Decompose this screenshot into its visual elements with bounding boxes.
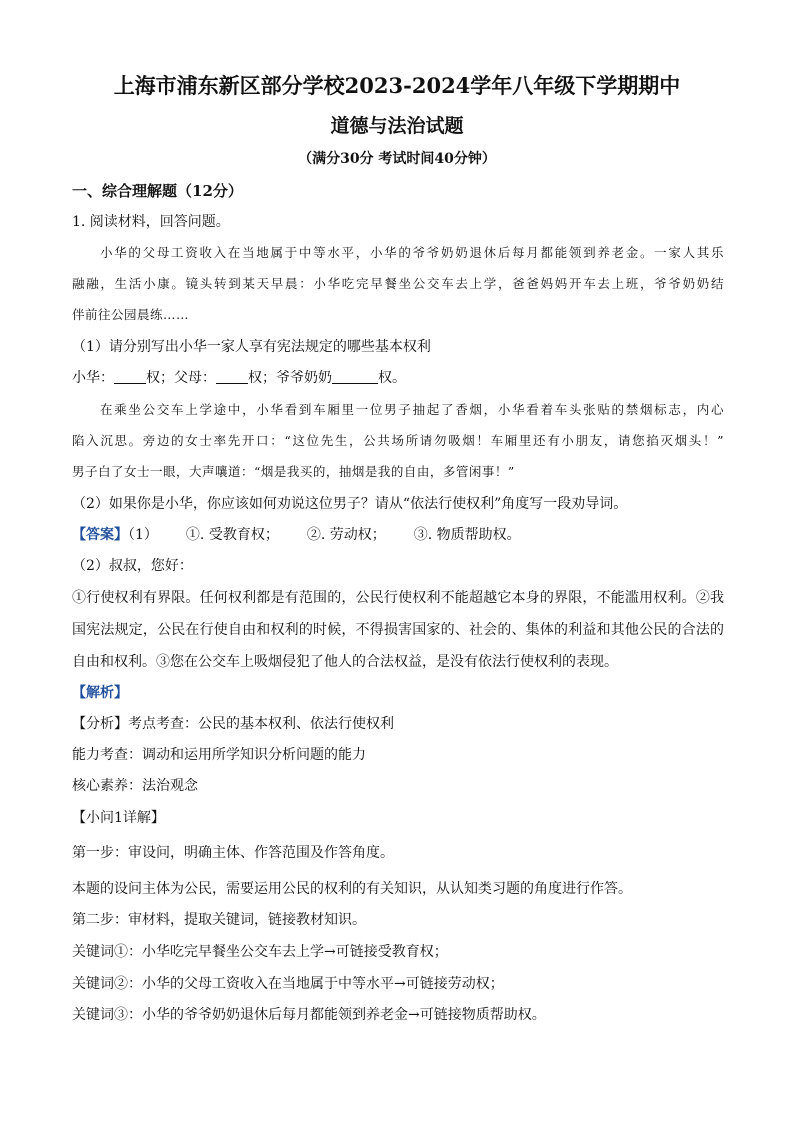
material-line: 在乘坐公交车上学途中，小华看到车厢里一位男子抽起了香烟，小华看着车头张贴的禁烟标志，内心 bbox=[100, 402, 724, 417]
answer-line bbox=[72, 525, 724, 545]
subject-title: 道德与法治试题 bbox=[330, 115, 464, 137]
analysis-line: 关键词①：小华吃完早餐坐公交车去上学→可链接受教育权； bbox=[72, 944, 448, 960]
material-line: 融融，生活小康。镜头转到某天早晨：小华吃完早餐坐公交车去上学，爸爸妈妈开车去上班，爷爷奶奶结 bbox=[72, 276, 724, 291]
fill-label: 权；爷爷奶奶 bbox=[248, 370, 332, 386]
analysis-line: 能力考查：调动和运用所学知识分析问题的能力 bbox=[72, 747, 366, 763]
exam-info: （满分30分 考试时间40分钟） bbox=[298, 151, 496, 167]
analysis-line: 核心素养：法治观念 bbox=[72, 778, 198, 794]
material-line: 小华的父母工资收入在当地属于中等水平，小华的爷爷奶奶退休后每月都能领到养老金。一家人其乐 bbox=[100, 245, 724, 260]
analysis-tag: 【解析】 bbox=[72, 685, 128, 701]
analysis-line: 第二步：审材料，提取关键词，链接教材知识。 bbox=[72, 912, 366, 928]
fill-label: 权。 bbox=[378, 370, 406, 386]
fill-label: 小华： bbox=[72, 370, 114, 386]
answer-body-line: ①行使权利有界限。任何权利都是有范围的，公民行使权利不能超越它本身的界限，不能滥用权利。②我 bbox=[72, 590, 724, 606]
material-line: 男子白了女士一眼，大声嚷道：“烟是我买的，抽烟是我的自由，多管闲事！” bbox=[72, 464, 515, 479]
answer-body-line: 国宪法规定，公民在行使自由和权利的时候，不得损害国家的、社会的、集体的利益和其他公民的合法的 bbox=[72, 622, 724, 638]
fill-label: 权；父母： bbox=[146, 370, 216, 386]
answer-body-line: 自由和权利。③您在公交车上吸烟侵犯了他人的合法权益，是没有依法行使权利的表现。 bbox=[72, 654, 618, 670]
answer-item: ①. 受教育权； bbox=[185, 527, 279, 543]
analysis-line: 本题的设问主体为公民，需要运用公民的权利的有关知识，从认知类习题的角度进行作答。 bbox=[72, 881, 632, 897]
question-stem: 1. 阅读材料，回答问题。 bbox=[72, 214, 230, 230]
answer-part2-opening: （2）叔叔，您好： bbox=[72, 558, 193, 574]
answer-blank bbox=[114, 369, 146, 384]
sub-question-1: （1）请分别写出小华一家人享有宪法规定的哪些基本权利 bbox=[72, 339, 431, 355]
exam-title: 上海市浦东新区部分学校2023-2024学年八年级下学期期中 bbox=[113, 73, 681, 98]
answer-part-number: （1） bbox=[128, 527, 158, 543]
analysis-line: 【分析】考点考查：公民的基本权利、依法行使权利 bbox=[72, 716, 394, 732]
answer-blank bbox=[332, 369, 378, 384]
analysis-line: 关键词②：小华的父母工资收入在当地属于中等水平→可链接劳动权； bbox=[72, 976, 504, 992]
material-line: 伴前往公园晨练…… bbox=[72, 307, 190, 322]
analysis-line: 第一步：审设问，明确主体、作答范围及作答角度。 bbox=[72, 845, 394, 861]
sub-question-2: （2）如果你是小华，你应该如何劝说这位男子？请从“依法行使权利”角度写一段劝导词。 bbox=[72, 496, 628, 512]
analysis-line: 关键词③：小华的爷爷奶奶退休后每月都能领到养老金→可链接物质帮助权。 bbox=[72, 1007, 546, 1023]
fill-in-line bbox=[72, 368, 724, 388]
answer-blank bbox=[216, 369, 248, 384]
material-line: 陷入沉思。旁边的女士率先开口：“这位先生，公共场所请勿吸烟！车厢里还有小朋友，请您掐灭烟头！” bbox=[72, 433, 724, 448]
section-heading: 一、综合理解题（12分） bbox=[72, 182, 243, 200]
answer-item: ②. 劳动权； bbox=[306, 527, 386, 543]
answer-item: ③. 物质帮助权。 bbox=[413, 527, 521, 543]
analysis-line: 【小问1详解】 bbox=[72, 810, 165, 826]
answer-tag: 【答案】 bbox=[72, 527, 128, 543]
